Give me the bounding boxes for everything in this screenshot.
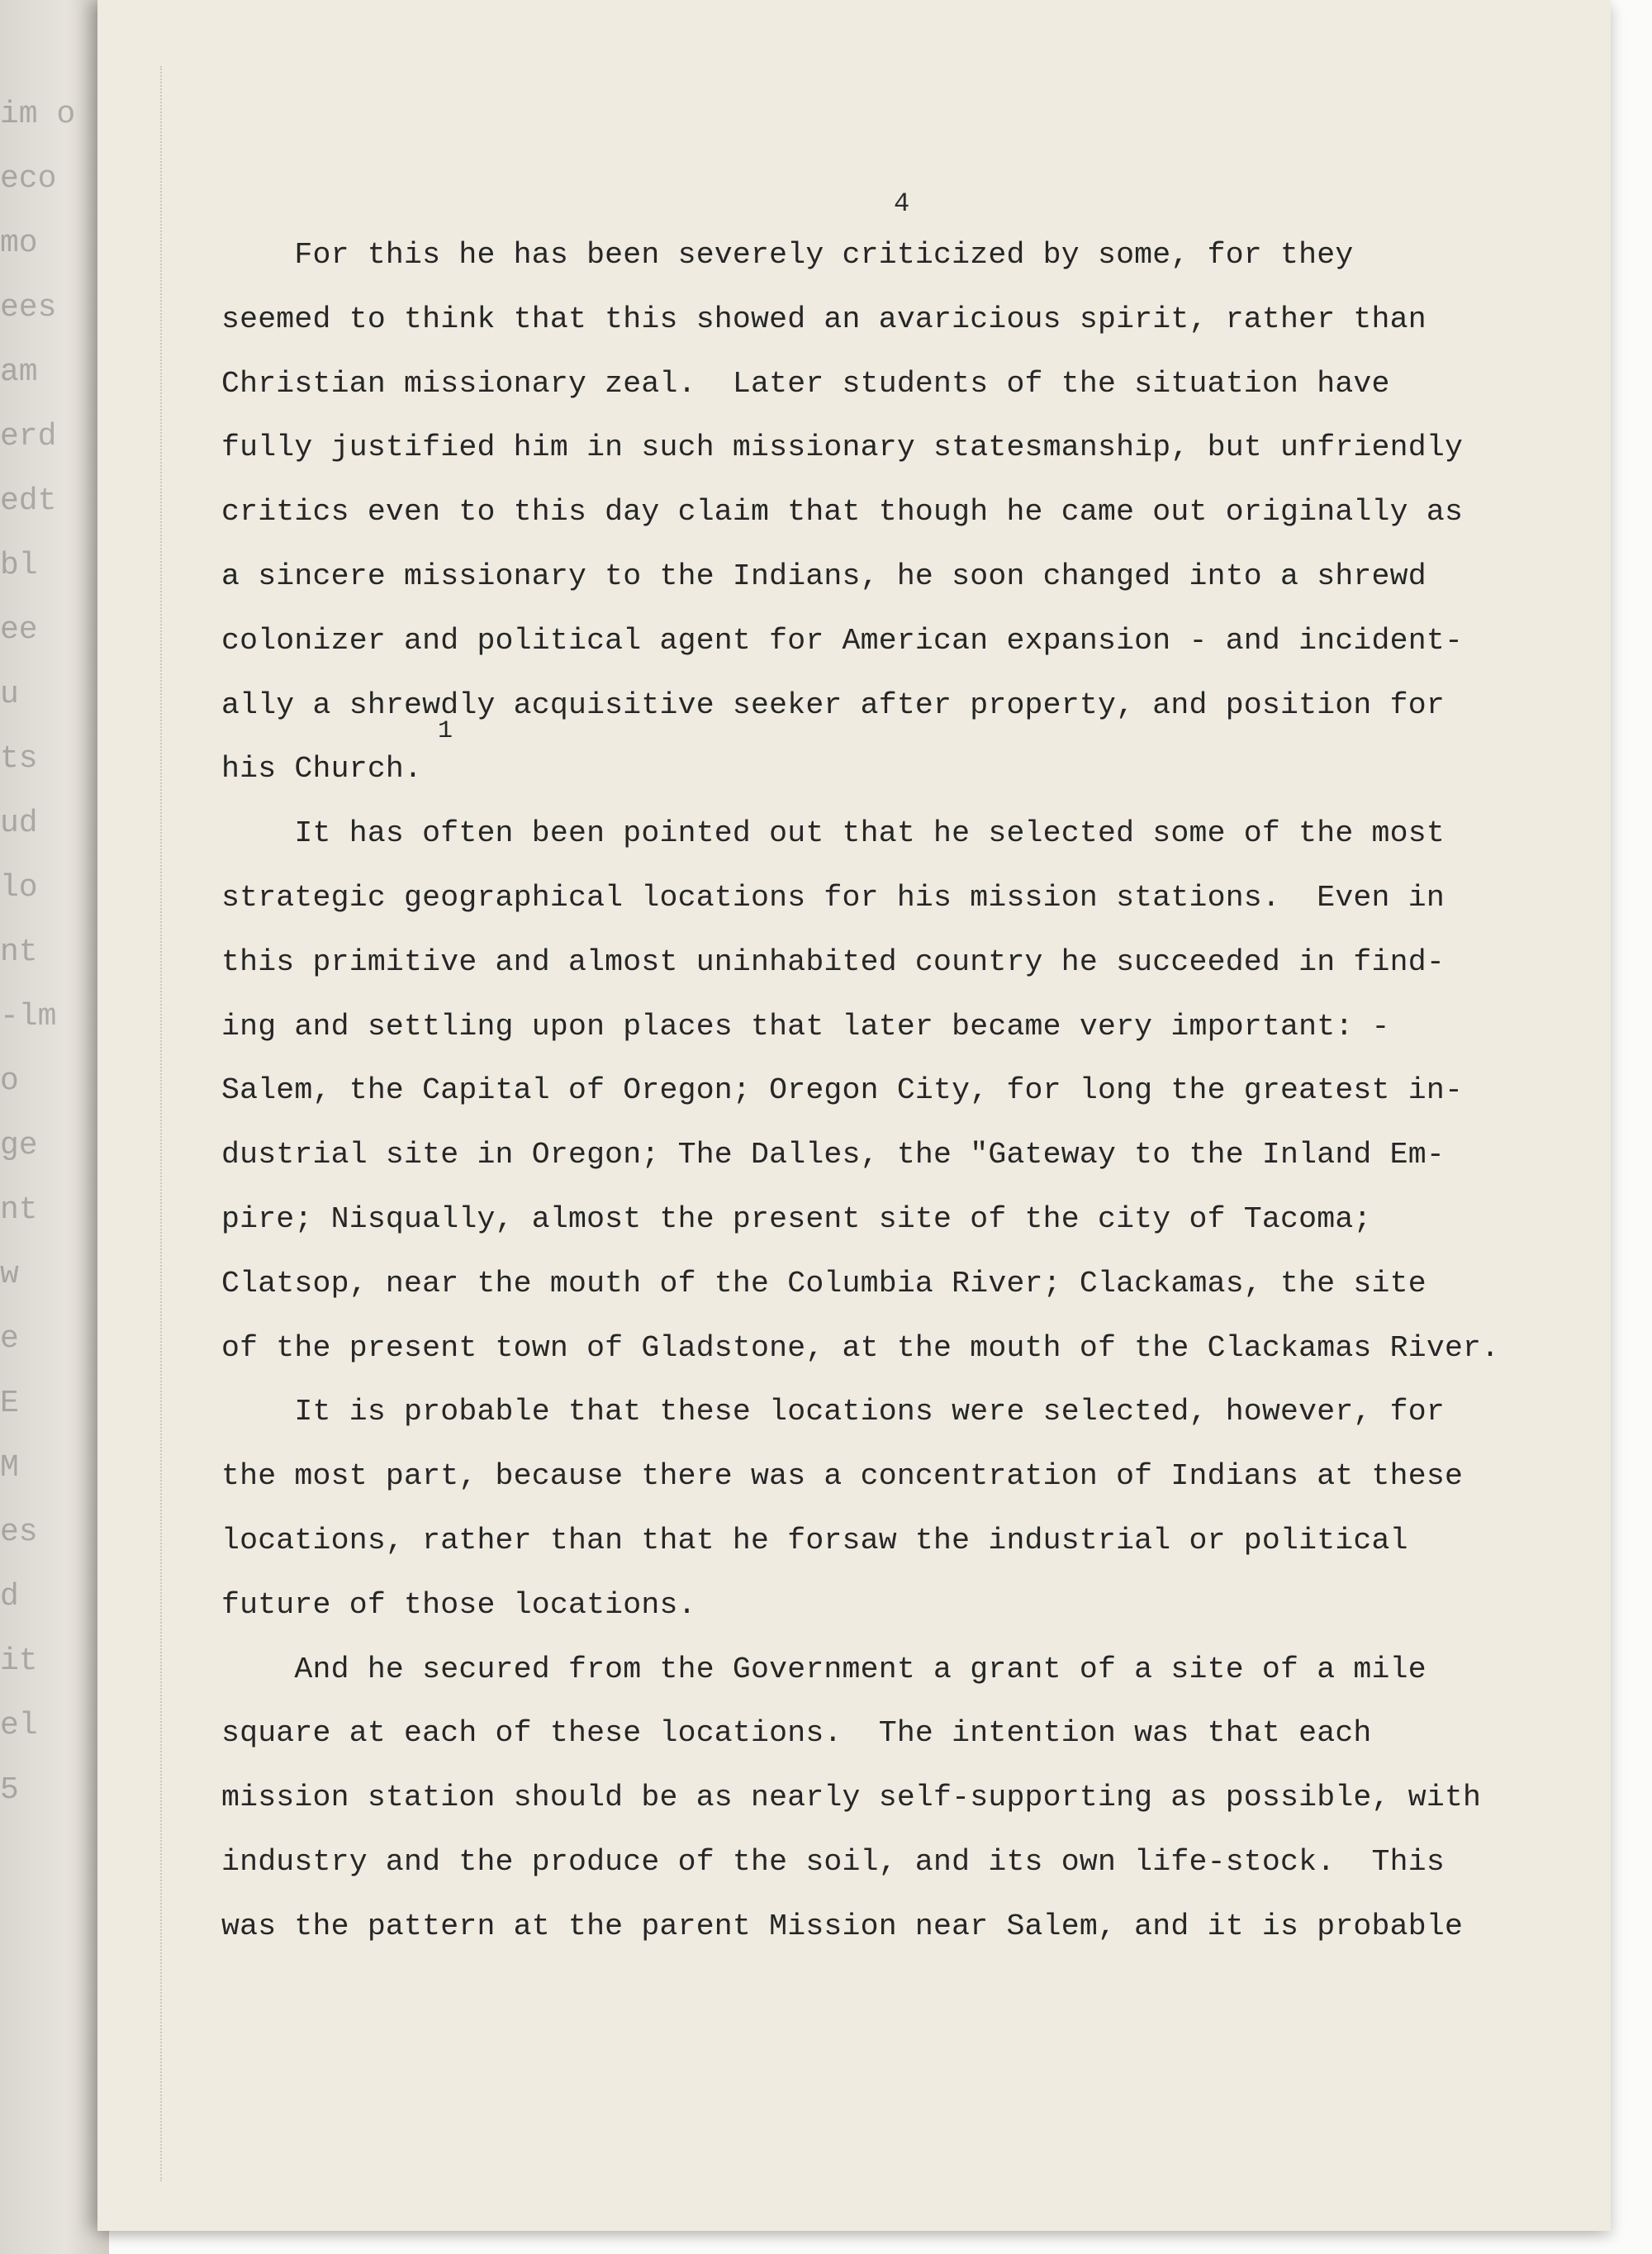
text-line: his Church. — [221, 752, 423, 787]
text-line: industry and the produce of the soil, and its own life-stock. This — [221, 1844, 1445, 1879]
previous-page-edge — [0, 0, 109, 2254]
text-line: fully justified him in such missionary statesmanship, but unfriendly — [221, 430, 1464, 465]
text-line: Salem, the Capital of Oregon; Oregon City, for long the greatest in- — [221, 1073, 1464, 1108]
footnote-marker: 1 — [438, 717, 453, 746]
text-line: It has often been pointed out that he selected some of the most — [221, 816, 1445, 851]
text-line: ally a shrewdly acquisitive seeker after property, and position for — [221, 687, 1445, 722]
text-line: For this he has been severely criticized by some, for they — [221, 238, 1354, 272]
text-line: dustrial site in Oregon; The Dalles, the "Gateway to the Inland Em- — [221, 1138, 1445, 1172]
text-line: the most part, because there was a concentration of Indians at these — [221, 1459, 1464, 1494]
binding-holes — [160, 66, 170, 2181]
text-line: was the pattern at the parent Mission near Salem, and it is probable — [221, 1909, 1464, 1943]
text-line: future of those locations. — [221, 1587, 696, 1622]
text-line: a sincere missionary to the Indians, he soon changed into a shrewd — [221, 559, 1427, 593]
page-number: 4 — [894, 188, 910, 219]
text-line: of the present town of Gladstone, at the mouth of the Clackamas River. — [221, 1330, 1500, 1365]
text-line: ing and settling upon places that later became very important: - — [221, 1009, 1390, 1044]
text-line: It is probable that these locations were selected, however, for — [221, 1395, 1445, 1429]
text-line: Christian missionary zeal. Later students of the situation have — [221, 366, 1390, 401]
text-line-with-footnote — [221, 717, 1584, 801]
text-line: this primitive and almost uninhabited country he succeeded in find- — [221, 944, 1445, 979]
previous-page-text: im o eco mo ees am erd edt bl ee u ts ud lo nt -lm o ge nt w e E M es d it el 5 — [0, 97, 76, 1808]
document-page — [97, 0, 1611, 2231]
text-line: seemed to think that this showed an avaricious spirit, rather than — [221, 302, 1427, 336]
text-line: And he secured from the Government a grant of a site of a mile — [221, 1652, 1427, 1686]
body-text — [221, 223, 1584, 1959]
text-line: mission station should be as nearly self-supporting as possible, with — [221, 1781, 1482, 1815]
text-line: square at each of these locations. The intention was that each — [221, 1716, 1372, 1751]
text-line: colonizer and political agent for American expansion - and incident- — [221, 623, 1464, 658]
text-line: Clatsop, near the mouth of the Columbia River; Clackamas, the site — [221, 1266, 1427, 1301]
text-line: strategic geographical locations for his mission stations. Even in — [221, 880, 1445, 915]
text-line: critics even to this day claim that though he came out originally as — [221, 495, 1464, 530]
text-line: locations, rather than that he forsaw the industrial or political — [221, 1523, 1408, 1557]
text-line: pire; Nisqually, almost the present site of the city of Tacoma; — [221, 1201, 1372, 1236]
